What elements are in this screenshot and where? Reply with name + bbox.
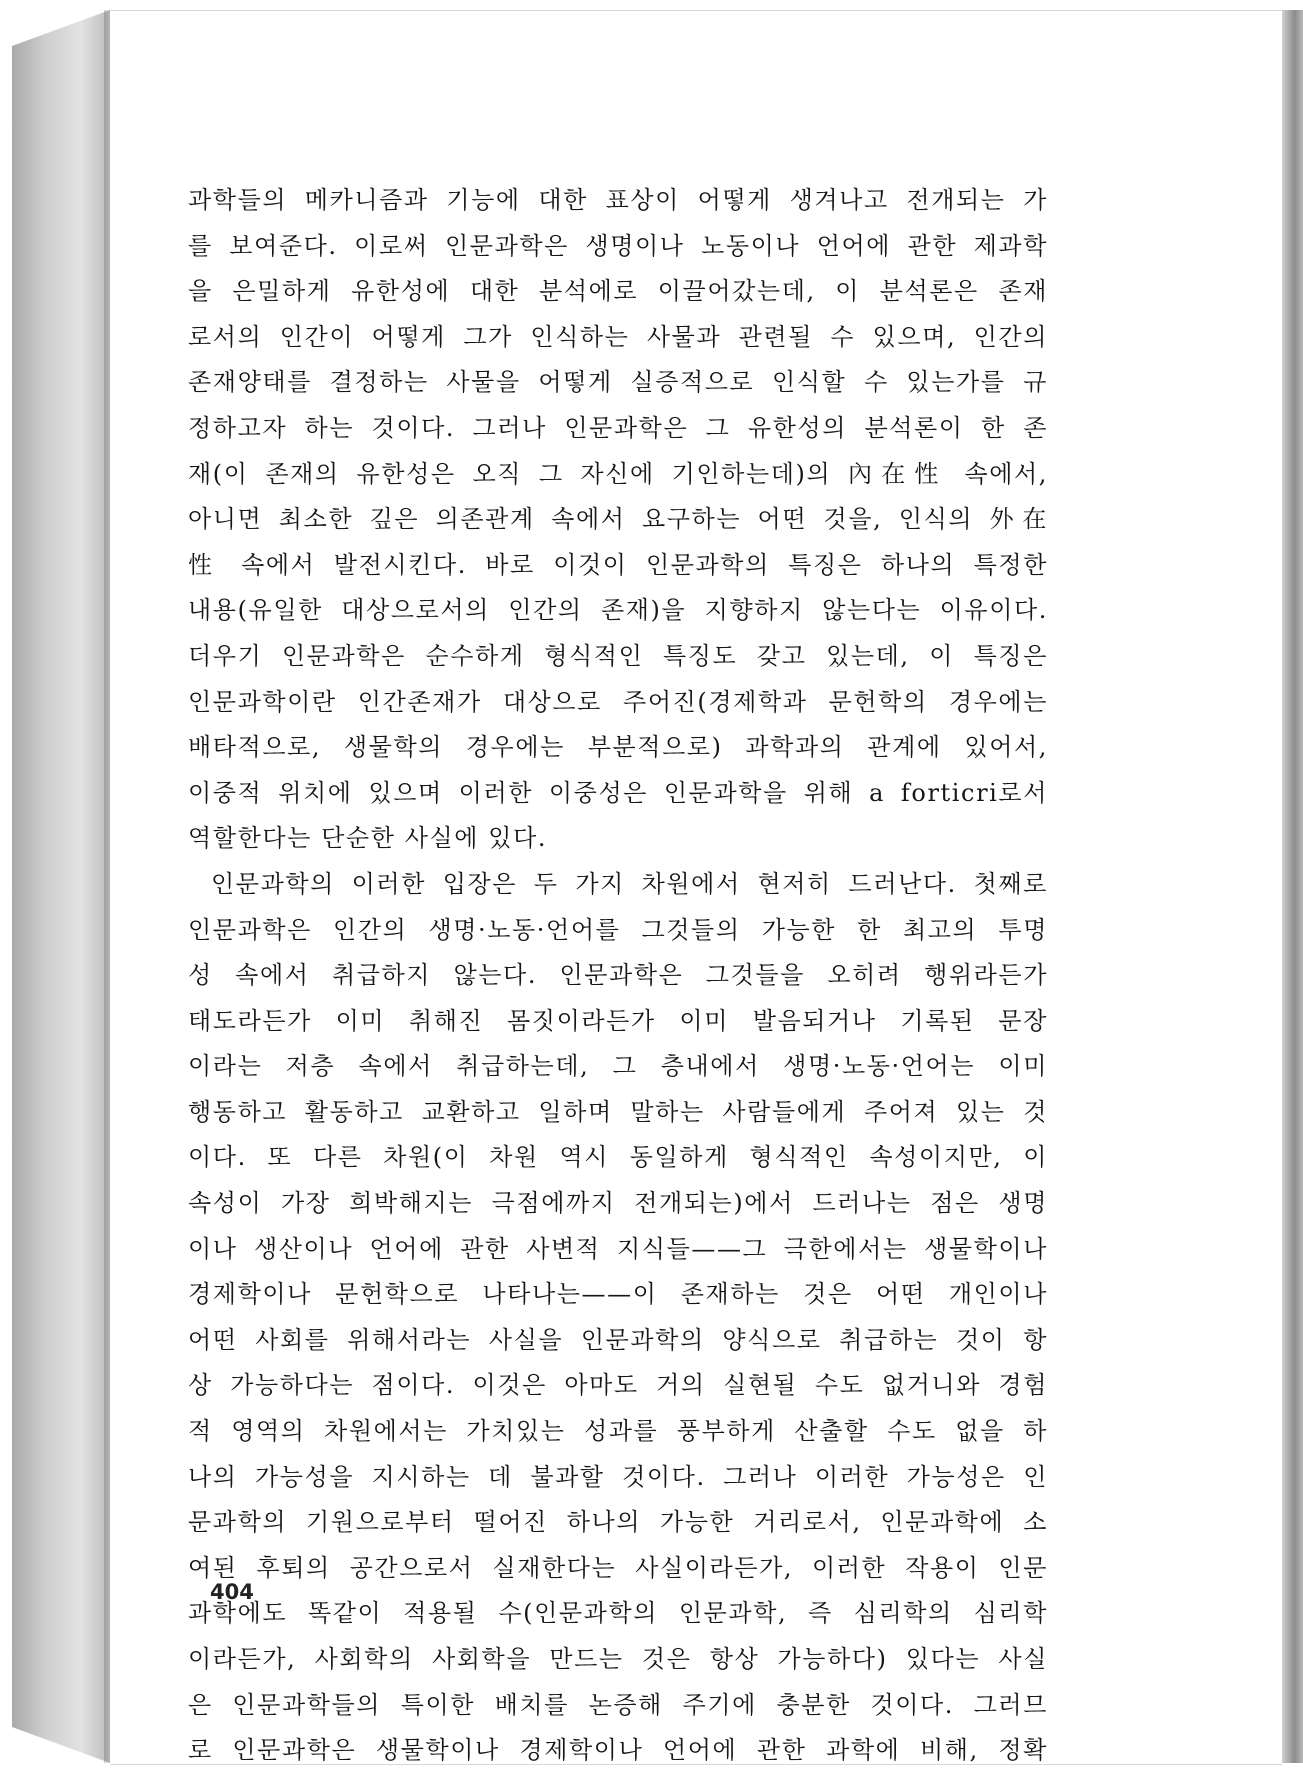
- text-line: 내용(유일한 대상으로서의 인간의 존재)을 지향하지 않는다는 이유이다.: [188, 596, 1048, 625]
- book-spine-side: [12, 10, 110, 1763]
- page-edge: [1282, 10, 1303, 1763]
- text-line: 을 은밀하게 유한성에 대한 분석에로 이끌어갔는데, 이 분석론은 존재: [188, 277, 1048, 306]
- text-line: 이다. 또 다른 차원(이 차원 역시 동일하게 형식적인 속성이지만, 이: [188, 1143, 1048, 1172]
- text-line: 아니면 최소한 깊은 의존관계 속에서 요구하는 어떤 것을, 인식의 外在: [188, 505, 1048, 534]
- text-line: 이중적 위치에 있으며 이러한 이중성은 인문과학을 위해 a forticri로서: [188, 778, 1048, 807]
- paragraph-end-line: 역할한다는 단순한 사실에 있다.: [188, 824, 548, 853]
- text-line: 로 인문과학은 생물학이나 경제학이나 언어에 관한 과학에 비해, 정확: [188, 1736, 1048, 1765]
- text-line: 인문과학은 인간의 생명·노동·언어를 그것들의 가능한 한 최고의 투명: [188, 915, 1048, 944]
- text-line: 나의 가능성을 지시하는 데 불과할 것이다. 그러나 이러한 가능성은 인: [188, 1462, 1048, 1491]
- text-line: 적 영역의 차원에서는 가치있는 성과를 풍부하게 산출할 수도 없을 하: [188, 1417, 1048, 1446]
- text-line: 문과학의 기원으로부터 떨어진 하나의 가능한 거리로서, 인문과학에 소: [188, 1508, 1048, 1537]
- text-line: 정하고자 하는 것이다. 그러나 인문과학은 그 유한성의 분석론이 한 존: [188, 413, 1048, 442]
- text-line: 이라든가, 사회학의 사회학을 만드는 것은 항상 가능하다) 있다는 사실: [188, 1645, 1048, 1673]
- text-line: 과학에도 똑같이 적용될 수(인문과학의 인문과학, 즉 심리학의 심리학: [188, 1599, 1048, 1628]
- text-line: 이라는 저층 속에서 취급하는데, 그 층내에서 생명·노동·언어는 이미: [188, 1052, 1048, 1081]
- text-line: 性 속에서 발전시킨다. 바로 이것이 인문과학의 특징은 하나의 특정한: [188, 550, 1048, 579]
- text-line: 인문과학이란 인간존재가 대상으로 주어진(경제학과 문헌학의 경우에는: [188, 687, 1048, 716]
- page-number: 404: [210, 1580, 254, 1604]
- text-line: 이나 생산이나 언어에 관한 사변적 지식들——그 극한에서는 생물학이나: [188, 1234, 1048, 1263]
- text-line: 상 가능하다는 점이다. 이것은 아마도 거의 실현될 수도 없거니와 경험: [188, 1371, 1048, 1400]
- text-line: 더우기 인문과학은 순수하게 형식적인 특징도 갖고 있는데, 이 특징은: [188, 641, 1048, 670]
- text-line: 를 보여준다. 이로써 인문과학은 생명이나 노동이나 언어에 관한 제과학: [188, 231, 1048, 260]
- text-line: 속성이 가장 희박해지는 극점에까지 전개되는)에서 드러나는 점은 생명: [188, 1189, 1048, 1218]
- text-line: 성 속에서 취급하지 않는다. 인문과학은 그것들을 오히려 행위라든가: [188, 961, 1048, 990]
- text-line: 배타적으로, 생물학의 경우에는 부분적으로) 과학과의 관계에 있어서,: [188, 733, 1048, 762]
- body-text: [188, 178, 1048, 1774]
- text-line: 재(이 존재의 유한성은 오직 그 자신에 기인하는데)의 內在性 속에서,: [188, 459, 1048, 488]
- text-line: 로서의 인간이 어떻게 그가 인식하는 사물과 관련될 수 있으며, 인간의: [188, 322, 1048, 351]
- text-line: 존재양태를 결정하는 사물을 어떻게 실증적으로 인식할 수 있는가를 규: [188, 368, 1048, 397]
- paragraph-first-line: 인문과학의 이러한 입장은 두 가지 차원에서 현저히 드러난다. 첫째로: [211, 869, 1048, 898]
- text-line: 과학들의 메카니즘과 기능에 대한 표상이 어떻게 생겨나고 전개되는 가: [188, 186, 1048, 214]
- text-line: 태도라든가 이미 취해진 몸짓이라든가 이미 발음되거나 기록된 문장: [188, 1006, 1048, 1035]
- text-line: 은 인문과학들의 특이한 배치를 논증해 주기에 충분한 것이다. 그러므: [188, 1690, 1048, 1719]
- text-line: 여된 후퇴의 공간으로서 실재한다는 사실이라든가, 이러한 작용이 인문: [188, 1553, 1048, 1582]
- text-line: 경제학이나 문헌학으로 나타나는——이 존재하는 것은 어떤 개인이나: [188, 1280, 1048, 1309]
- text-line: 행동하고 활동하고 교환하고 일하며 말하는 사람들에게 주어져 있는 것: [188, 1097, 1048, 1126]
- text-line: 어떤 사회를 위해서라는 사실을 인문과학의 양식으로 취급하는 것이 항: [188, 1325, 1048, 1354]
